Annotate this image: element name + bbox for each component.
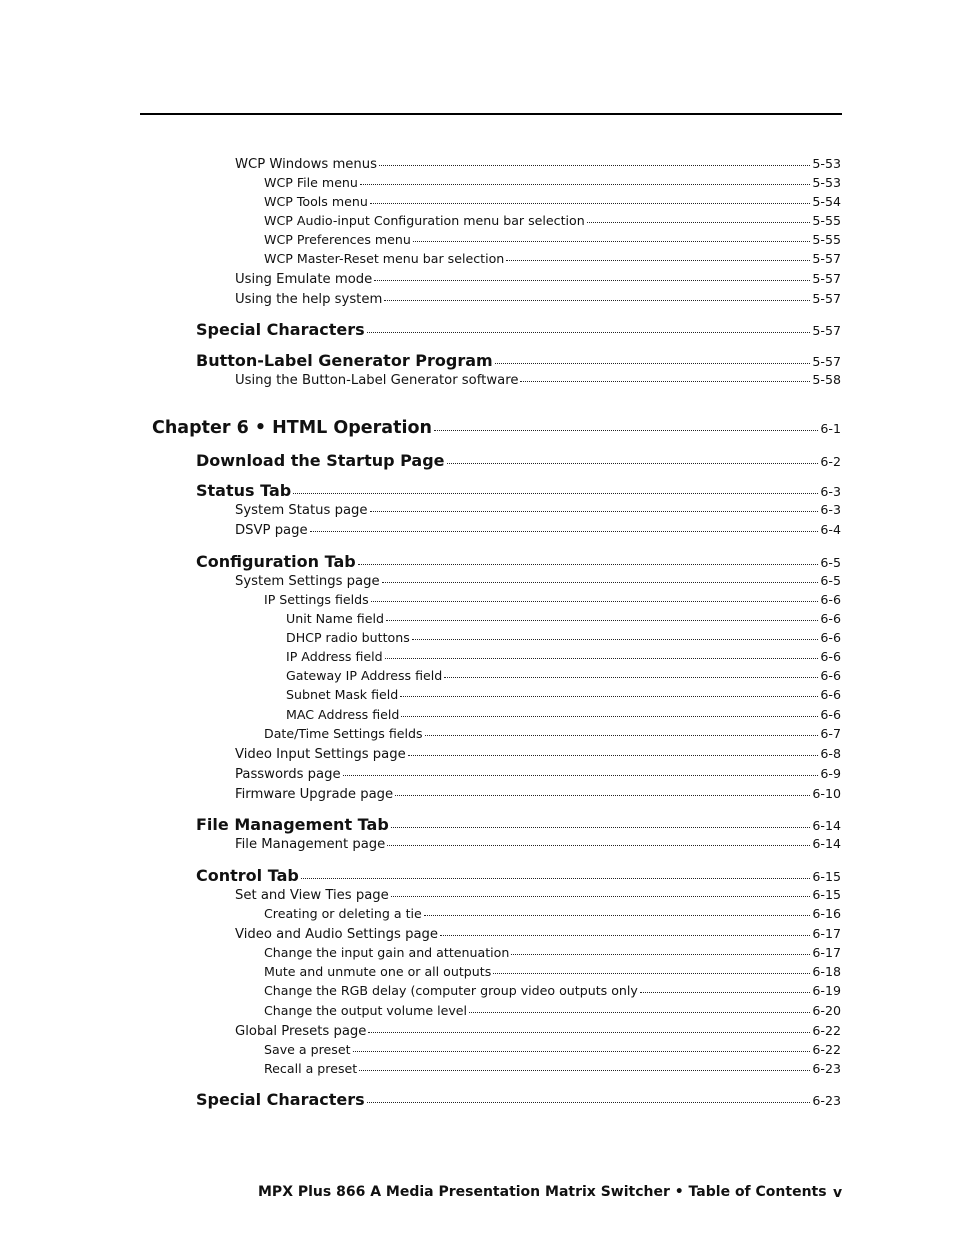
toc-entry-title: DHCP radio buttons [286,630,410,645]
toc-entry-title: Firmware Upgrade page [235,787,394,802]
toc-entry-title: MAC Address field [286,707,400,722]
toc-entry-title: WCP Preferences menu [264,232,411,247]
toc-entry-title: Configuration Tab [196,552,356,571]
toc-entry [286,687,841,702]
dot-leader [520,381,810,382]
toc-entry-page: 5-53 [812,175,841,190]
dot-leader [367,332,811,333]
toc-entry-title: Video Input Settings page [235,747,406,762]
toc-entry [235,502,841,518]
toc-entry-page: 6-15 [812,869,841,884]
toc-entry [286,649,841,664]
toc-entry [286,630,841,645]
toc-entry-title: Button-Label Generator Program [196,351,493,370]
toc-entry-title: Download the Startup Page [196,451,445,470]
toc-entry-title: Unit Name field [286,611,384,626]
toc-entry-title: WCP File menu [264,175,358,190]
toc-entry-page: 6-6 [820,611,841,626]
toc-entry-title: Recall a preset [264,1061,358,1076]
toc-entry-page: 6-9 [820,766,841,781]
toc-entry-title: IP Address field [286,649,383,664]
toc-entry [235,926,841,942]
toc-entry-page: 6-15 [812,887,841,902]
dot-leader [374,280,810,281]
toc-entry [235,1023,841,1039]
dot-leader [511,954,810,955]
toc-entry-page: 6-20 [812,1003,841,1018]
toc-entry [264,175,841,190]
toc-entry-title: Creating or deleting a tie [264,906,422,921]
dot-leader [412,639,819,640]
dot-leader [640,992,811,993]
dot-leader [385,658,819,659]
toc-entry-page: 6-10 [812,786,841,801]
toc-entry-page: 6-16 [812,906,841,921]
dot-leader [506,260,810,261]
dot-leader [401,716,818,717]
toc-entry-title: Status Tab [196,481,292,500]
toc-entry-page: 5-54 [812,194,841,209]
toc-entry-title: Control Tab [196,866,299,885]
toc-entry-page: 6-23 [812,1061,841,1076]
toc-entry-title: System Status page [235,503,368,518]
dot-leader [370,203,811,204]
toc-entry [235,766,841,782]
toc-entry [264,1061,841,1076]
dot-leader [343,775,819,776]
toc-entry-page: 6-14 [812,818,841,833]
dot-leader [370,511,819,512]
toc-entry-title: System Settings page [235,574,380,589]
toc-entry-title: WCP Master-Reset menu bar selection [264,251,505,266]
dot-leader [400,696,818,697]
toc-entry-page: 6-18 [812,964,841,979]
toc-entry-page: 5-57 [812,251,841,266]
toc-entry-title: WCP Audio-input Configuration menu bar selection [264,213,585,228]
toc-entry [196,481,841,500]
toc-entry-page: 5-57 [812,354,841,369]
toc-entry-title: IP Settings fields [264,592,369,607]
toc-entry-page: 5-53 [812,156,841,171]
toc-entry [264,726,841,741]
toc-entry [196,815,841,834]
toc-entry-page: 6-4 [820,522,841,537]
dot-leader [391,896,811,897]
toc-entry [264,945,841,960]
toc-entry-page: 6-22 [812,1042,841,1057]
toc-entry-page: 5-55 [812,213,841,228]
toc-entry-page: 5-57 [812,291,841,306]
toc-entry [264,1042,841,1057]
footer-page-number: v [833,1185,843,1201]
toc-entry-title: Mute and unmute one or all outputs [264,964,492,979]
dot-leader [587,222,811,223]
dot-leader [358,564,819,565]
toc-entry-page: 6-17 [812,945,841,960]
dot-leader [301,878,811,879]
toc-entry-page: 6-5 [820,555,841,570]
toc-entry-page: 6-3 [820,502,841,517]
dot-leader [493,973,810,974]
dot-leader [440,935,810,936]
toc-entry [235,573,841,589]
toc-entry-title: Subnet Mask field [286,687,399,702]
dot-leader [413,241,811,242]
toc-entry-title: File Management page [235,837,386,852]
toc-entry-page: 5-57 [812,323,841,338]
toc-entry [264,906,841,921]
toc-entry [235,786,841,802]
toc-entry-title: Passwords page [235,767,341,782]
toc-entry [264,592,841,607]
toc-entry-page: 6-6 [820,649,841,664]
toc-entry-title: Using Emulate mode [235,272,373,287]
toc-entry [196,552,841,571]
dot-leader [434,430,818,431]
toc-entry-page: 6-14 [812,836,841,851]
toc-entry-page: 6-3 [820,484,841,499]
toc-entry [152,418,841,438]
toc-entry-title: WCP Tools menu [264,194,368,209]
dot-leader [386,620,818,621]
toc-entry-page: 6-6 [820,630,841,645]
dot-leader [387,845,810,846]
dot-leader [391,827,811,828]
toc-entry [264,194,841,209]
toc-entry-title: Change the output volume level [264,1003,468,1018]
toc-entry [264,1003,841,1018]
dot-leader [310,531,819,532]
toc-entry-page: 6-1 [820,421,841,436]
toc-entry-page: 6-17 [812,926,841,941]
dot-leader [382,582,819,583]
toc-entry-title: Set and View Ties page [235,888,389,903]
dot-leader [379,165,810,166]
toc-entry-page: 6-6 [820,707,841,722]
toc-entry-page: 6-5 [820,573,841,588]
toc-entry [235,522,841,538]
toc-entry [235,291,841,307]
toc-entry [196,866,841,885]
toc-entry-title: Change the RGB delay (computer group video outputs only [264,983,638,998]
footer-title: MPX Plus 866 A Media Presentation Matrix Switcher • Table of Contents [258,1184,827,1200]
dot-leader [408,755,819,756]
toc-entry-title: Date/Time Settings fields [264,726,423,741]
toc-entry [264,213,841,228]
dot-leader [447,463,819,464]
toc-entry-title: Chapter 6 • HTML Operation [152,418,432,438]
dot-leader [368,1032,810,1033]
toc-entry-title: WCP Windows menus [235,157,377,172]
toc-entry-title: Video and Audio Settings page [235,927,439,942]
toc-entry [286,611,841,626]
toc-entry [196,320,841,339]
dot-leader [360,184,811,185]
toc-entry-title: File Management Tab [196,815,389,834]
toc-entry [235,372,841,388]
dot-leader [293,493,818,494]
dot-leader [495,363,811,364]
toc-entry-page: 5-58 [812,372,841,387]
toc-entry [235,887,841,903]
toc-entry [264,983,841,998]
toc-entry-page: 6-7 [820,726,841,741]
toc-entry-title: Change the input gain and attenuation [264,945,510,960]
toc-entry-page: 5-57 [812,271,841,286]
toc-entry-page: 6-6 [820,592,841,607]
dot-leader [469,1012,810,1013]
toc-entry [286,707,841,722]
toc-entry [264,232,841,247]
toc-entry-title: Save a preset [264,1042,351,1057]
toc-entry [235,746,841,762]
toc-entry [286,668,841,683]
toc-entry-title: Gateway IP Address field [286,668,443,683]
toc-entry-page: 6-19 [812,983,841,998]
toc-entry [196,351,841,370]
toc-entry-title: DSVP page [235,523,308,538]
toc-entry-title: Using the help system [235,292,383,307]
dot-leader [424,915,811,916]
toc-entry-page: 6-23 [812,1093,841,1108]
dot-leader [359,1070,810,1071]
dot-leader [353,1051,811,1052]
toc-entry-title: Special Characters [196,1090,365,1109]
toc-entry [235,271,841,287]
toc-entry-page: 6-8 [820,746,841,761]
toc-entry-title: Special Characters [196,320,365,339]
toc-entry [235,156,841,172]
toc-entry [235,836,841,852]
dot-leader [371,601,819,602]
toc-entry-title: Global Presets page [235,1024,367,1039]
toc-entry-page: 5-55 [812,232,841,247]
toc-entry-page: 6-6 [820,668,841,683]
toc-entry-page: 6-6 [820,687,841,702]
dot-leader [425,735,819,736]
dot-leader [384,300,810,301]
toc-entry [264,964,841,979]
toc-entry [196,1090,841,1109]
toc-entry [196,451,841,470]
toc-entry-page: 6-2 [820,454,841,469]
dot-leader [444,677,818,678]
toc-entry-page: 6-22 [812,1023,841,1038]
dot-leader [395,795,810,796]
toc-entry-title: Using the Button-Label Generator software [235,373,519,388]
toc-entry [264,251,841,266]
dot-leader [367,1102,811,1103]
